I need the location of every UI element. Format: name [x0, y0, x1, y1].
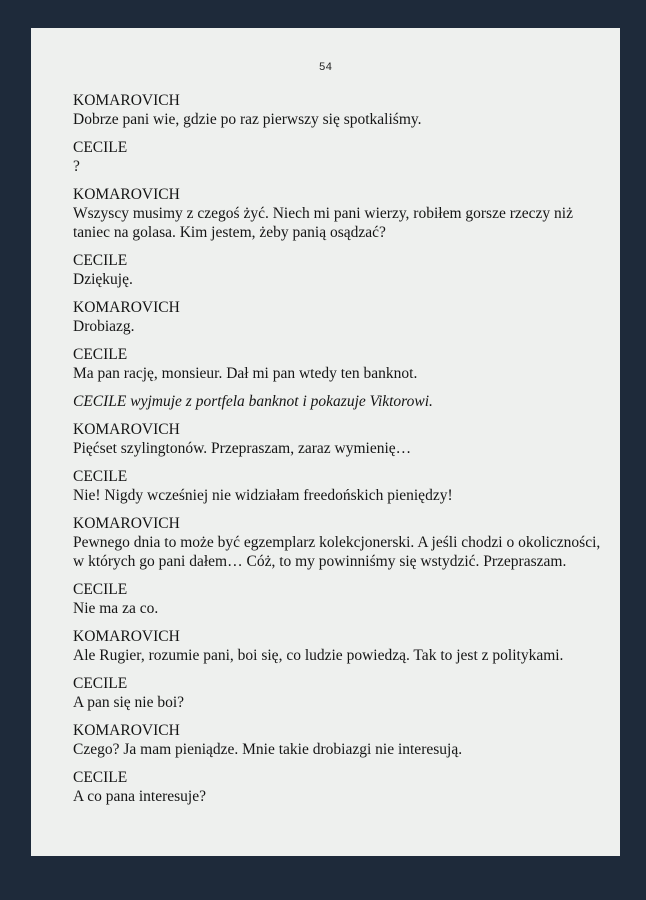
dialogue-line: Nie! Nigdy wcześniej nie widziałam freedońskich pieniędzy! — [73, 487, 453, 504]
dialogue-block — [73, 251, 603, 289]
speaker-name: KOMAROVICH — [73, 421, 180, 438]
speaker-name: CECILE — [73, 468, 128, 485]
dialogue-block — [73, 627, 603, 665]
script-body — [73, 91, 603, 815]
dialogue-block — [73, 138, 603, 176]
speaker-name: CECILE — [73, 769, 128, 786]
dialogue-line: A pan się nie boi? — [73, 694, 185, 711]
dialogue-block — [73, 467, 603, 505]
dialogue-line: Pewnego dnia to może być egzemplarz kolekcjonerski. A jeśli chodzi o okoliczności, w których go pani dałem… Cóż, to my powinniśmy się wstydzić. Przepraszam. — [73, 534, 601, 570]
script-page — [31, 28, 620, 856]
speaker-name: KOMAROVICH — [73, 628, 180, 645]
speaker-name: CECILE — [73, 346, 128, 363]
dialogue-line: Czego? Ja mam pieniądze. Mnie takie drobiazgi nie interesują. — [73, 741, 463, 758]
dialogue-block — [73, 345, 603, 383]
speaker-name: CECILE — [73, 581, 128, 598]
stage-direction: CECILE wyjmuje z portfela banknot i pokazuje Viktorowi. — [73, 393, 433, 410]
dialogue-block — [73, 580, 603, 618]
dialogue-line: Drobiazg. — [73, 318, 135, 335]
dialogue-block — [73, 768, 603, 806]
dialogue-line: Ma pan rację, monsieur. Dał mi pan wtedy ten banknot. — [73, 365, 418, 382]
dialogue-block — [73, 185, 603, 242]
dialogue-line: Ale Rugier, rozumie pani, boi się, co ludzie powiedzą. Tak to jest z politykami. — [73, 647, 564, 664]
page-number: 54 — [318, 62, 333, 74]
dialogue-line: Dobrze pani wie, gdzie po raz pierwszy się spotkaliśmy. — [73, 111, 422, 128]
speaker-name: CECILE — [73, 139, 128, 156]
speaker-name: CECILE — [73, 675, 128, 692]
dialogue-block — [73, 420, 603, 458]
dialogue-line: Wszyscy musimy z czegoś żyć. Niech mi pani wierzy, robiłem gorsze rzeczy niż taniec na golasa. Kim jestem, żeby panią osądzać? — [73, 205, 573, 241]
stage-direction-block — [73, 392, 603, 411]
dialogue-line: Nie ma za co. — [73, 600, 159, 617]
dialogue-block — [73, 91, 603, 129]
dialogue-block — [73, 298, 603, 336]
speaker-name: KOMAROVICH — [73, 186, 180, 203]
dialogue-block — [73, 674, 603, 712]
speaker-name: KOMAROVICH — [73, 722, 180, 739]
dialogue-block — [73, 721, 603, 759]
dialogue-line: Pięćset szylingtonów. Przepraszam, zaraz wymienię… — [73, 440, 412, 457]
dialogue-block — [73, 514, 603, 571]
speaker-name: KOMAROVICH — [73, 299, 180, 316]
dialogue-line: A co pana interesuje? — [73, 788, 206, 805]
dialogue-line: ? — [73, 158, 80, 175]
speaker-name: CECILE — [73, 252, 128, 269]
speaker-name: KOMAROVICH — [73, 515, 180, 532]
dialogue-line: Dziękuję. — [73, 271, 133, 288]
speaker-name: KOMAROVICH — [73, 92, 180, 109]
